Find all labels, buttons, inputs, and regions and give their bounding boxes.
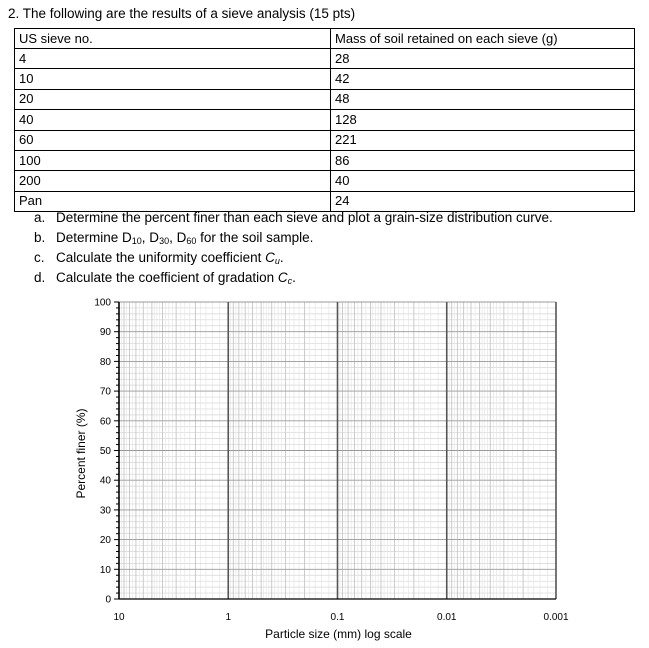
question-letter: c.: [34, 250, 45, 265]
mass-cell: 221: [331, 130, 635, 150]
y-tick-label: 0: [105, 594, 111, 606]
question-letter: a.: [34, 210, 46, 225]
sieve-no-cell: 60: [15, 130, 331, 150]
subscript-60: 60: [186, 236, 197, 246]
mass-cell: 28: [331, 49, 635, 69]
mass-cell: 40: [331, 171, 635, 191]
question-text-start: Determine D: [56, 230, 132, 245]
mass-cell: 42: [331, 69, 635, 89]
header-mass-retained: Mass of soil retained on each sieve (g): [331, 29, 635, 49]
x-axis-title: Particle size (mm) log scale: [265, 627, 412, 641]
y-tick-label: 30: [99, 505, 111, 517]
y-tick-label: 70: [99, 386, 111, 398]
y-tick-label: 10: [99, 564, 111, 576]
y-tick-label: 90: [99, 327, 111, 339]
subscript-10: 10: [131, 236, 142, 246]
sieve-no-cell: 4: [15, 49, 331, 69]
y-tick-label: 60: [99, 416, 111, 428]
mass-cell: 128: [331, 110, 635, 130]
question-text-sep: , D: [169, 230, 187, 245]
subscript-c: c: [287, 276, 293, 286]
question-text-start: Calculate the uniformity coefficient: [56, 250, 266, 265]
question-letter: d.: [34, 270, 46, 285]
y-tick-label: 80: [99, 356, 111, 368]
y-tick-label: 20: [99, 535, 111, 547]
sieve-no-cell: 10: [15, 69, 331, 89]
x-tick-label: 10: [113, 612, 125, 623]
question-letter: b.: [34, 230, 46, 245]
sieve-no-cell: Pan: [15, 191, 331, 211]
mass-cell: 86: [331, 150, 635, 170]
subscript-u: u: [274, 256, 280, 266]
header-sieve-no: US sieve no.: [15, 29, 331, 49]
y-tick-label: 100: [94, 297, 111, 309]
y-axis-title: Percent finer (%): [74, 408, 88, 499]
problem-heading: 2. The following are the results of a sieve analysis (15 pts): [8, 6, 356, 21]
sieve-no-cell: 100: [15, 150, 331, 170]
question-text-end: for the soil sample.: [196, 230, 314, 245]
sieve-no-cell: 40: [15, 110, 331, 130]
subscript-30: 30: [159, 236, 170, 246]
question-text: Determine the percent finer than each sieve and plot a grain-size distribution curve.: [56, 210, 553, 225]
x-tick-label: 1: [225, 612, 232, 623]
x-tick-label: 0.01: [437, 612, 457, 623]
question-text-sep: , D: [141, 230, 160, 245]
question-text-end: .: [292, 270, 296, 285]
y-tick-label: 50: [99, 446, 111, 457]
y-tick-label: 40: [99, 475, 111, 487]
x-tick-label: 0.1: [330, 612, 345, 623]
sieve-no-cell: 200: [15, 171, 331, 191]
question-text-start: Calculate the coefficient of gradation: [56, 270, 278, 285]
symbol-c: C: [277, 270, 288, 285]
sieve-no-cell: 20: [15, 89, 331, 109]
mass-cell: 48: [331, 89, 635, 109]
symbol-c: C: [265, 250, 275, 265]
question-text-end: .: [279, 250, 284, 265]
x-tick-label: 0.001: [543, 612, 569, 623]
mass-cell: 24: [331, 191, 635, 211]
